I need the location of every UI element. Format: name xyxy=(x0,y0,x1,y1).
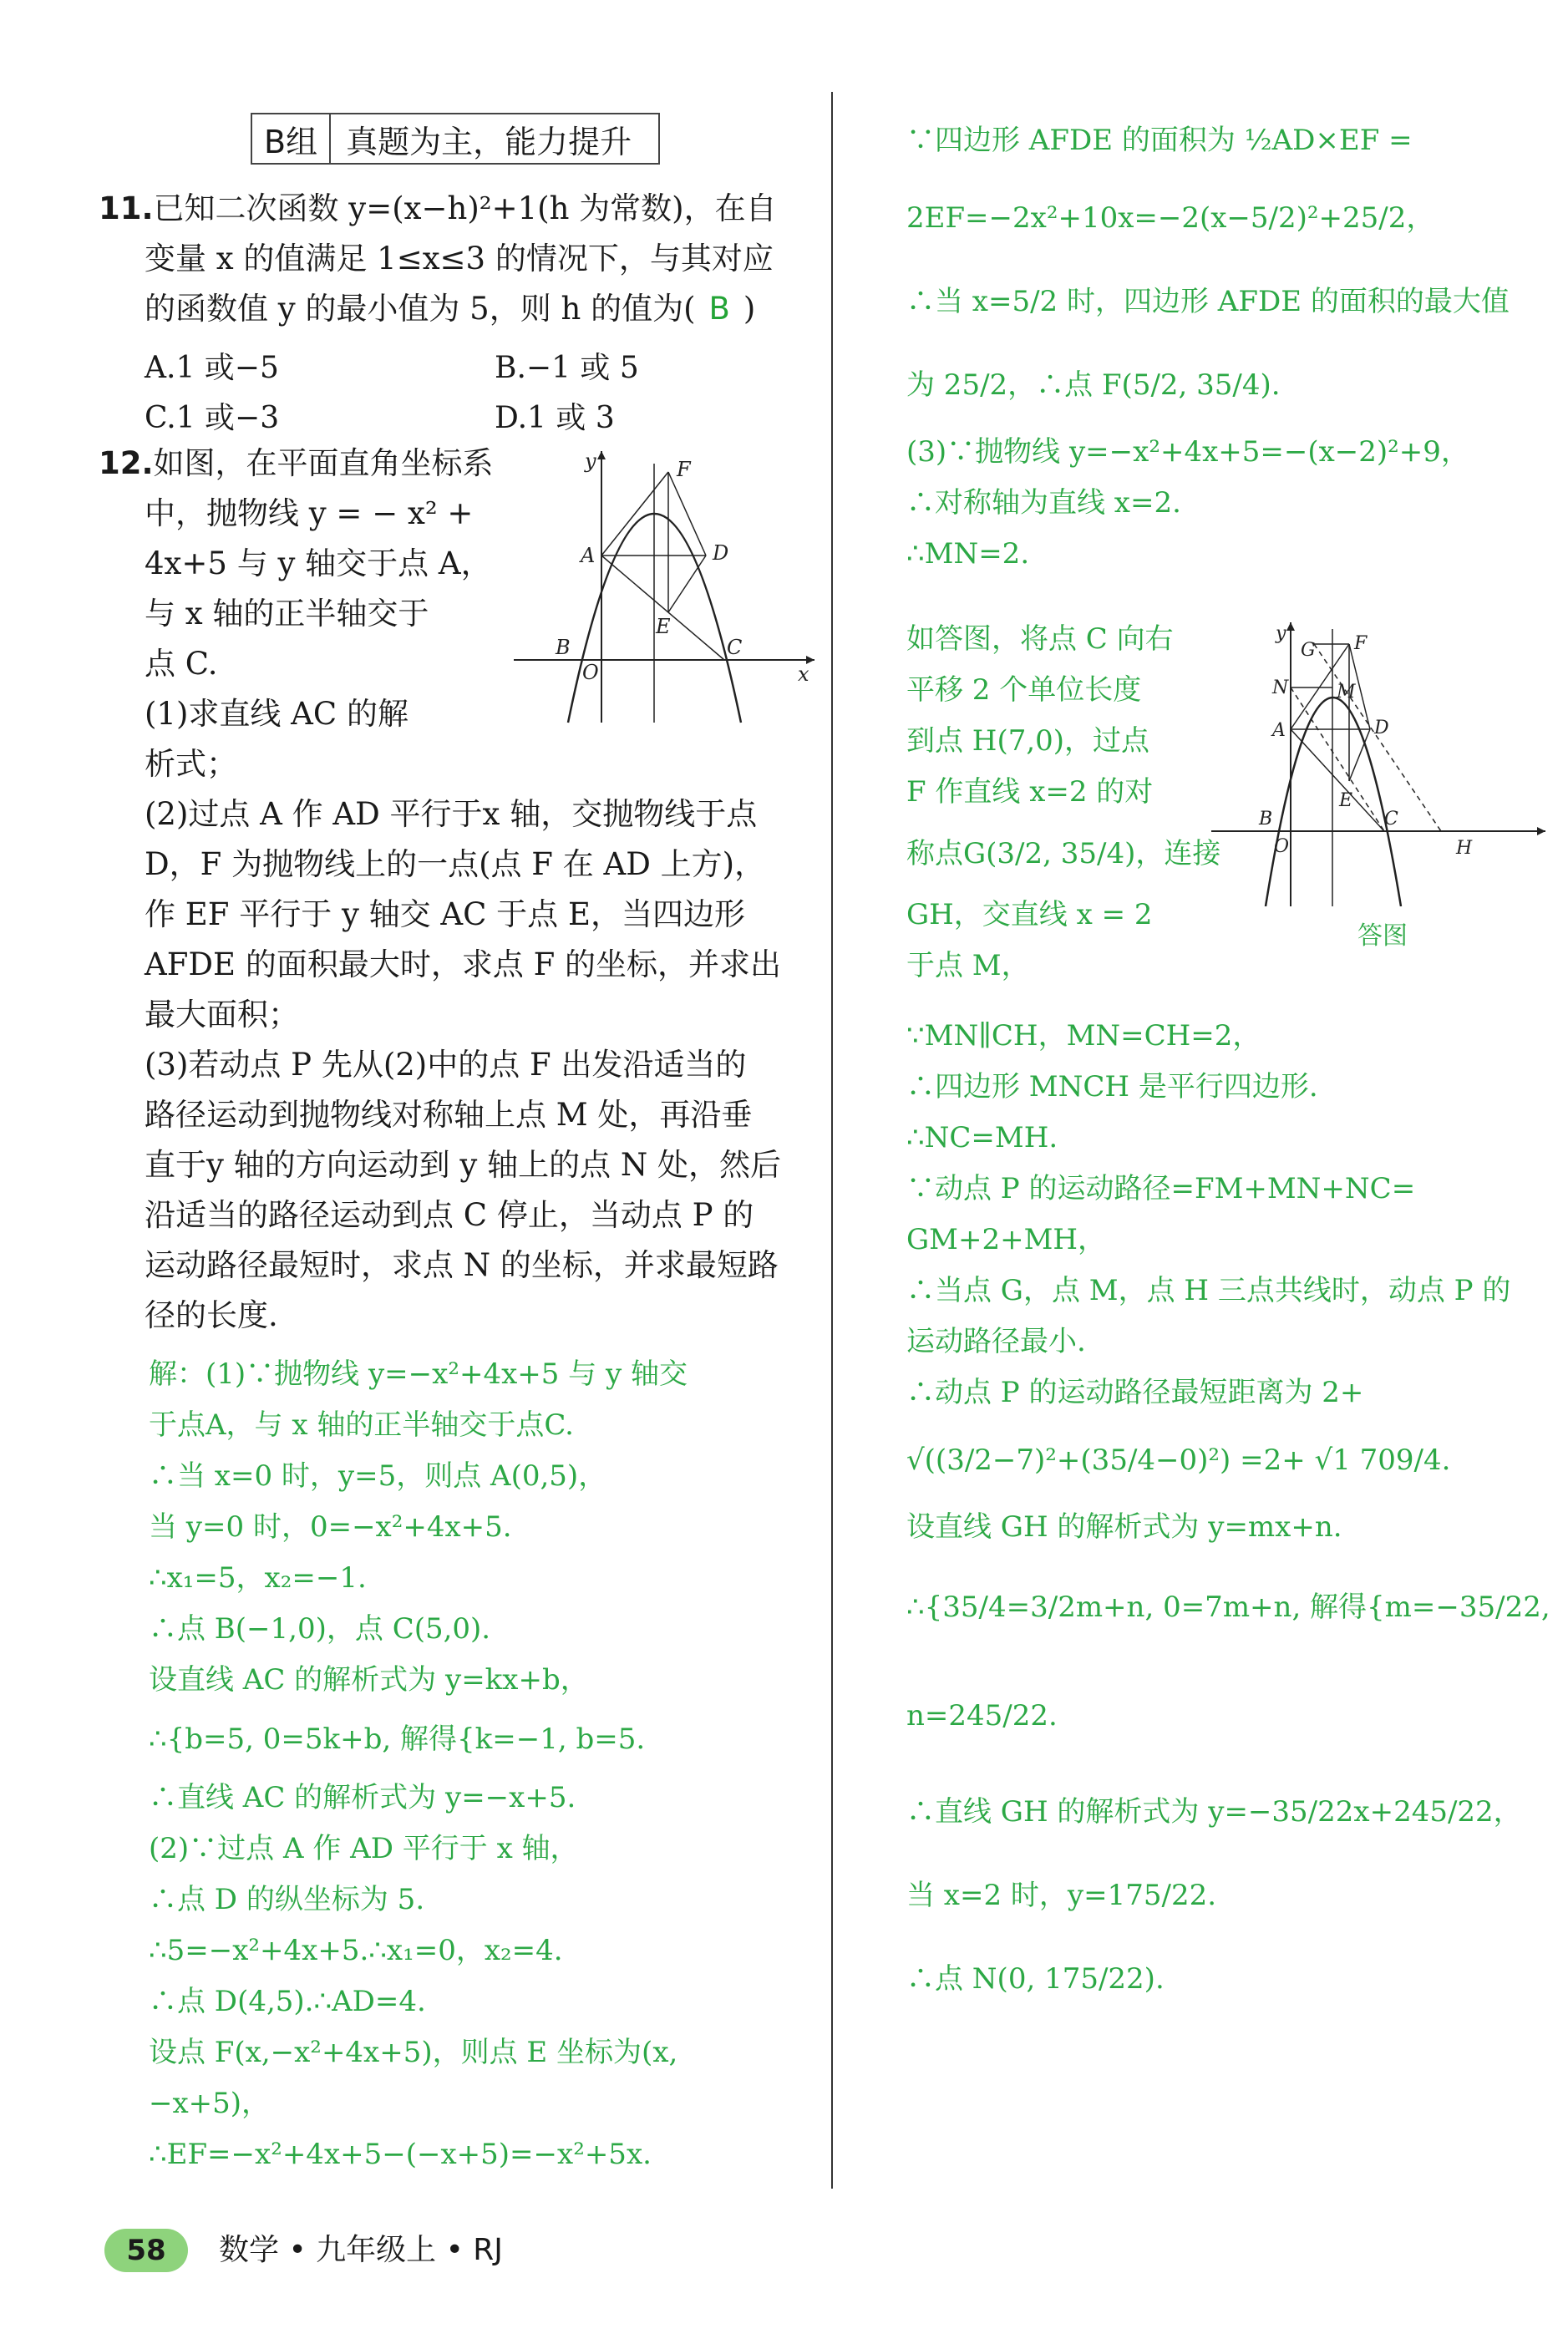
question-11 xyxy=(99,184,817,334)
sol-left-line-6: ∴点 B(−1,0)，点 C(5,0). xyxy=(149,1612,491,1646)
question-number: 11. xyxy=(99,190,154,226)
figure-parabola xyxy=(505,439,819,727)
sol-right-line-18: ∵动点 P 的运动路径=FM+MN+NC= xyxy=(906,1172,1416,1205)
sol-right-line-1: ∵四边形 AFDE 的面积为 ½AD×EF = xyxy=(906,124,1413,157)
sol-left-line-4: 当 y=0 时，0=−x²+4x+5. xyxy=(149,1510,512,1544)
label-y: y xyxy=(585,449,596,473)
q12-line-16: 沿适当的路径运动到点 C 停止，当动点 P 的 xyxy=(145,1197,754,1233)
label-d: D xyxy=(713,541,729,565)
sol-left-line-13: ∴点 D(4,5).∴AD=4. xyxy=(149,1985,426,2018)
label-f: F xyxy=(677,458,691,481)
q12-line-10: 作 EF 平行于 y 轴交 AC 于点 E，当四边形 xyxy=(145,896,745,932)
sol-left-line-11: ∴点 D 的纵坐标为 5. xyxy=(149,1883,425,1916)
ans-label-e: E xyxy=(1339,790,1353,811)
ans-label-b: B xyxy=(1259,809,1273,830)
q11-line-2: 变量 x 的值满足 1≤x≤3 的情况下，与其对应 xyxy=(145,241,774,277)
question-number: 12. xyxy=(99,445,154,481)
sol-right-line-21: 运动路径最小. xyxy=(906,1325,1086,1358)
ans-label-h: H xyxy=(1456,838,1473,859)
sol-left-line-12: ∴5=−x²+4x+5.∴x₁=0，x₂=4. xyxy=(149,1934,563,1967)
question-12-cont xyxy=(145,789,830,1341)
sol-right-line-17: ∴NC=MH. xyxy=(906,1121,1058,1154)
group-title: 真题为主，能力提升 xyxy=(346,123,632,160)
option-c: C.1 或−3 xyxy=(145,401,280,435)
sol-left-line-10: (2)∵过点 A 作 AD 平行于 x 轴， xyxy=(149,1832,579,1865)
sol-left-line-1: 解：(1)∵抛物线 y=−x²+4x+5 与 y 轴交 xyxy=(149,1357,688,1391)
sol-left-line-5: ∴x₁=5，x₂=−1. xyxy=(149,1561,367,1595)
q12-line-2: 中，抛物线 y = − x² + xyxy=(145,495,474,531)
label-b: B xyxy=(556,636,571,659)
q12-line-3: 4x+5 与 y 轴交于点 A， xyxy=(145,545,492,581)
sol-right-line-22: ∴动点 P 的运动路径最短距离为 2+ xyxy=(906,1376,1364,1409)
ans-label-a: A xyxy=(1272,720,1286,741)
sol-right-line-9: 平移 2 个单位长度 xyxy=(906,673,1142,707)
option-d: D.1 或 3 xyxy=(495,401,615,435)
q11-line-3: 的函数值 y 的最小值为 5，则 h 的值为( xyxy=(145,291,696,327)
ans-label-n: N xyxy=(1272,677,1289,698)
sol-right-line-23: √((3/2−7)²+(35/4−0)²) =2+ √1 709/4. xyxy=(906,1443,1451,1477)
book-title: 数学 • 九年级上 • RJ xyxy=(219,2233,503,2267)
sol-right-line-4: 为 25/2，∴点 F(5/2, 35/4). xyxy=(906,368,1281,402)
q12-line-7: 析式； xyxy=(145,746,237,782)
sol-left-line-16: ∴EF=−x²+4x+5−(−x+5)=−x²+5x. xyxy=(149,2138,652,2171)
solution-right-wrap xyxy=(906,614,1224,992)
sol-left-line-15: −x+5)， xyxy=(149,2087,271,2120)
sol-right-line-27: 当 x=2 时，y=175/22. xyxy=(906,1879,1217,1912)
page-number: 58 xyxy=(104,2229,188,2272)
label-a: A xyxy=(581,544,596,567)
sol-right-line-19: GM+2+MH， xyxy=(906,1223,1107,1256)
ans-label-y: y xyxy=(1276,623,1286,644)
sol-left-line-7: 设直线 AC 的解析式为 y=kx+b， xyxy=(149,1663,589,1697)
sol-right-line-15: ∵MN∥CH，MN=CH=2， xyxy=(906,1019,1261,1053)
sol-right-line-6: ∴对称轴为直线 x=2. xyxy=(906,486,1181,520)
sol-right-line-26: ∴直线 GH 的解析式为 y=−35/22x+245/22， xyxy=(906,1795,1522,1829)
q11-line-1: 已知二次函数 y=(x−h)²+1(h 为常数)，在自 xyxy=(153,190,777,226)
ans-label-c: C xyxy=(1384,809,1398,830)
solution-right-bottom xyxy=(906,1011,1558,2021)
label-o: O xyxy=(582,661,599,684)
group-tag: B组 xyxy=(252,114,331,163)
ans-label-f: F xyxy=(1354,633,1368,654)
sol-right-line-24: 设直线 GH 的解析式为 y=mx+n. xyxy=(906,1510,1342,1544)
q12-line-11: AFDE 的面积最大时，求点 F 的坐标，并求出 xyxy=(145,946,782,982)
answer-choice: B xyxy=(708,291,730,327)
label-c: C xyxy=(727,636,743,659)
sol-right-line-2: 2EF=−2x²+10x=−2(x−5/2)²+25/2， xyxy=(906,201,1435,235)
solution-right-top xyxy=(906,104,1558,580)
sol-right-line-16: ∴四边形 MNCH 是平行四边形. xyxy=(906,1070,1318,1104)
q12-line-6: (1)求直线 AC 的解 xyxy=(145,696,408,732)
sol-right-line-3: ∴当 x=5/2 时，四边形 AFDE 的面积的最大值 xyxy=(906,285,1510,318)
sol-right-line-8: 如答图，将点 C 向右 xyxy=(906,622,1174,656)
ans-label-d: D xyxy=(1374,718,1389,738)
q12-line-9: D，F 为抛物线上的一点(点 F 在 AD 上方)， xyxy=(145,846,766,882)
q12-line-14: 路径运动到抛物线对称轴上点 M 处，再沿垂 xyxy=(145,1097,753,1133)
sol-left-line-2: 于点A，与 x 轴的正半轴交于点C. xyxy=(149,1408,574,1442)
sol-right-line-7: ∴MN=2. xyxy=(906,537,1030,571)
sol-right-line-10: 到点 H(7,0)，过点 xyxy=(906,724,1150,758)
sol-right-line-13: GH，交直线 x = 2 xyxy=(906,898,1153,931)
q12-line-1: 如图，在平面直角坐标系 xyxy=(153,445,494,481)
q12-line-5: 点 C. xyxy=(145,646,218,682)
ans-label-o: O xyxy=(1274,836,1290,857)
q12-line-13: (3)若动点 P 先从(2)中的点 F 出发沿适当的 xyxy=(145,1047,747,1083)
sol-right-line-25: ∴{35/4=3/2m+n, 0=7m+n, 解得{m=−35/22, n=245/22. xyxy=(906,1591,1550,1733)
q12-line-17: 运动路径最短时，求点 N 的坐标，并求最短路 xyxy=(145,1247,779,1283)
sol-left-line-9: ∴直线 AC 的解析式为 y=−x+5. xyxy=(149,1781,576,1814)
ans-label-g: G xyxy=(1301,640,1316,661)
sol-left-line-14: 设点 F(x,−x²+4x+5)，则点 E 坐标为(x, xyxy=(149,2036,678,2069)
q12-line-12: 最大面积； xyxy=(145,997,299,1032)
q12-line-15: 直于y 轴的方向运动到 y 轴上的点 N 处，然后 xyxy=(145,1147,781,1183)
sol-right-line-28: ∴点 N(0, 175/22). xyxy=(906,1962,1165,1996)
option-b: B.−1 或 5 xyxy=(495,351,639,385)
q12-line-8: (2)过点 A 作 AD 平行于x 轴，交抛物线于点 xyxy=(145,796,758,832)
ans-label-m: M xyxy=(1337,682,1356,703)
question-12 xyxy=(99,439,533,789)
solution-left xyxy=(149,1349,825,2180)
q12-line-4: 与 x 轴的正半轴交于 xyxy=(145,596,429,632)
label-x: x xyxy=(798,662,809,686)
sol-left-line-3: ∴当 x=0 时，y=5，则点 A(0,5)， xyxy=(149,1459,607,1493)
sol-right-line-12: 称点G(3/2, 35/4)，连接 xyxy=(906,837,1221,870)
sol-right-line-14: 于点 M， xyxy=(906,949,1030,982)
sol-left-line-8: ∴{b=5, 0=5k+b, 解得{k=−1, b=5. xyxy=(149,1722,646,1756)
group-label xyxy=(251,113,660,165)
option-a: A.1 或−5 xyxy=(145,351,279,385)
q11-close-paren: ) xyxy=(743,291,756,327)
figure-answer xyxy=(1207,614,1550,906)
figure-caption: 答图 xyxy=(1357,921,1408,951)
q12-line-18: 径的长度. xyxy=(145,1297,278,1333)
sol-right-line-11: F 作直线 x=2 的对 xyxy=(906,775,1154,809)
column-divider xyxy=(831,92,833,2189)
label-e: E xyxy=(656,615,671,638)
sol-right-line-5: (3)∵抛物线 y=−x²+4x+5=−(x−2)²+9， xyxy=(906,435,1469,469)
sol-right-line-20: ∴当点 G，点 M，点 H 三点共线时，动点 P 的 xyxy=(906,1274,1511,1307)
